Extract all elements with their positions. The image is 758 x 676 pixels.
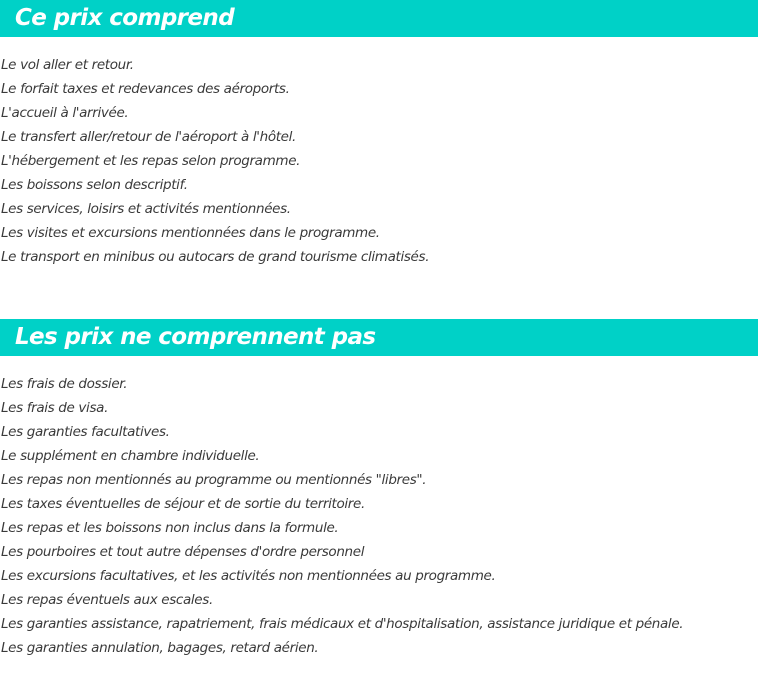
included-list	[0, 53, 758, 269]
list-item: Les repas non mentionnés au programme ou mentionnés "libres".	[1, 472, 427, 488]
list-item: Le forfait taxes et redevances des aéroports.	[1, 81, 290, 97]
list-item: Le supplément en chambre individuelle.	[1, 448, 260, 464]
excluded-list	[0, 372, 758, 660]
list-item: Les garanties assistance, rapatriement, frais médicaux et d'hospitalisation, assistance juridique et pénale.	[1, 616, 684, 632]
list-item: L'hébergement et les repas selon programme.	[1, 153, 301, 169]
list-item: Les pourboires et tout autre dépenses d'ordre personnel	[1, 544, 365, 560]
list-item: Le transfert aller/retour de l'aéroport à l'hôtel.	[1, 129, 296, 145]
list-item: Les garanties annulation, bagages, retard aérien.	[1, 640, 319, 656]
list-item: Les frais de dossier.	[1, 376, 128, 392]
list-item: Les visites et excursions mentionnées dans le programme.	[1, 225, 380, 241]
list-item: Les boissons selon descriptif.	[1, 177, 188, 193]
included-section	[0, 0, 758, 269]
list-item: Les repas et les boissons non inclus dans la formule.	[1, 520, 339, 536]
list-item: Les repas éventuels aux escales.	[1, 592, 213, 608]
list-item: Les garanties facultatives.	[1, 424, 170, 440]
included-section-title: Ce prix comprend	[0, 0, 758, 37]
list-item: Le vol aller et retour.	[1, 57, 134, 73]
list-item: Le transport en minibus ou autocars de grand tourisme climatisés.	[1, 249, 430, 265]
list-item: Les frais de visa.	[1, 400, 109, 416]
list-item: Les excursions facultatives, et les activités non mentionnées au programme.	[1, 568, 496, 584]
list-item: L'accueil à l'arrivée.	[1, 105, 129, 121]
list-item: Les taxes éventuelles de séjour et de sortie du territoire.	[1, 496, 365, 512]
list-item: Les services, loisirs et activités mentionnées.	[1, 201, 291, 217]
excluded-section-title: Les prix ne comprennent pas	[0, 319, 758, 356]
excluded-section	[0, 319, 758, 660]
